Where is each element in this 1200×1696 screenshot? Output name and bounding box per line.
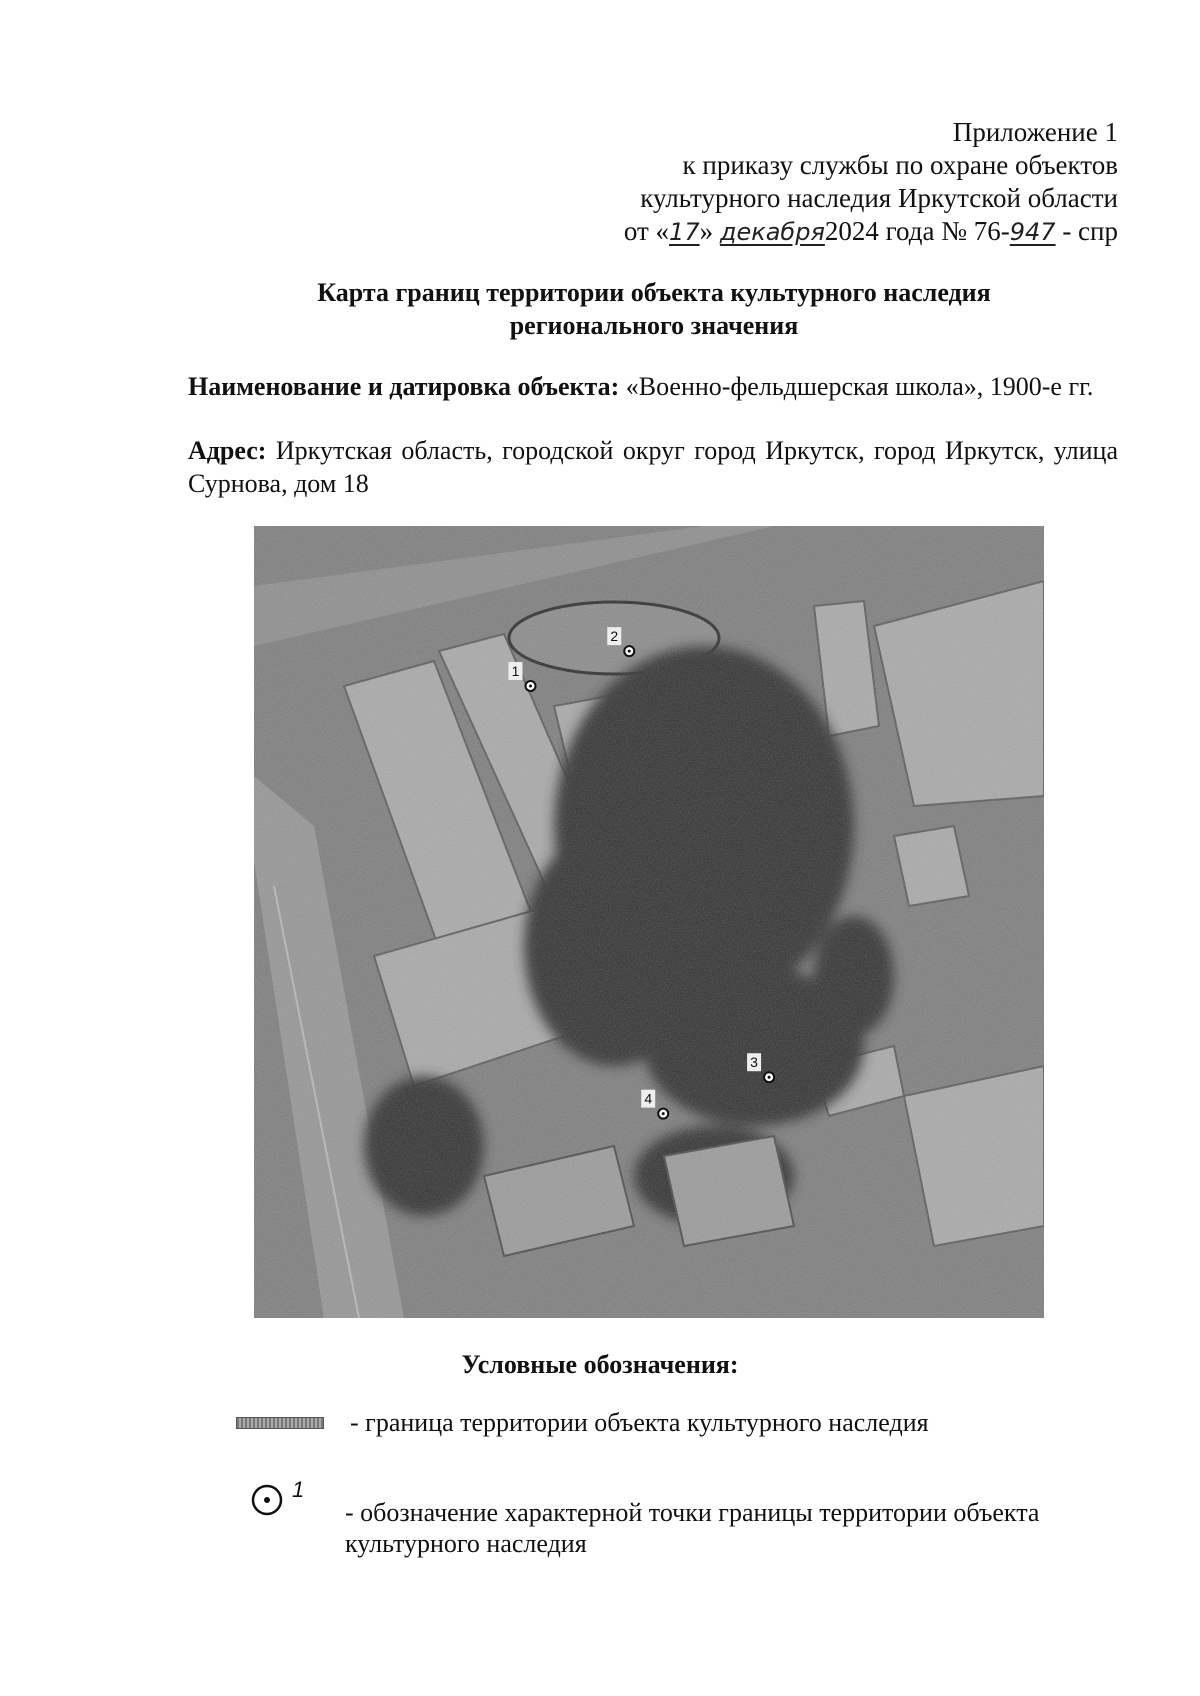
appendix-header [498,116,1118,249]
appendix-line-2: к приказу службы по охране объектов [682,150,1118,180]
boundary-point-label: 2 [610,628,619,645]
appendix-line-1: Приложение 1 [952,117,1118,147]
object-name-paragraph [188,370,1118,403]
boundary-point-label: 1 [511,662,520,679]
boundary-point-icon [249,1482,285,1518]
legend-point-number: 1 [292,1477,305,1502]
order-date-line: от «17» декабря2024 года № 76-947 - спр [623,216,1118,246]
boundary-point-label: 4 [644,1090,653,1107]
appendix-line-3: культурного наследия Иркутской области [640,183,1118,213]
legend-title: Условные обозначения: [461,1350,739,1379]
address-label: Адрес: [188,436,267,465]
satellite-map [254,526,1044,1318]
object-name-value: «Военно-фельдшерская школа», 1900-е гг. [625,372,1094,401]
handwritten-number: 947 [1009,218,1056,246]
legend-boundary-text: - граница территории объекта культурного наследия [350,1408,929,1437]
title-line-2: регионального значения [509,311,799,340]
document-title [190,276,1118,342]
object-name-label: Наименование и датировка объекта: [188,372,620,401]
title-line-1: Карта границ территории объекта культурного наследия [317,278,991,307]
legend-point-text: - обозначение характерной точки границы территории объекта культурного наследия [345,1498,1040,1558]
boundary-line-symbol [236,1417,324,1429]
handwritten-day: 17 [669,218,700,246]
boundary-point-label: 3 [750,1054,758,1071]
address-paragraph [188,434,1118,500]
address-value: Иркутская область, городской округ город Иркутск, город Иркутск, улица Сурнова, дом 18 [188,436,1119,498]
handwritten-month: декабря [719,218,825,246]
